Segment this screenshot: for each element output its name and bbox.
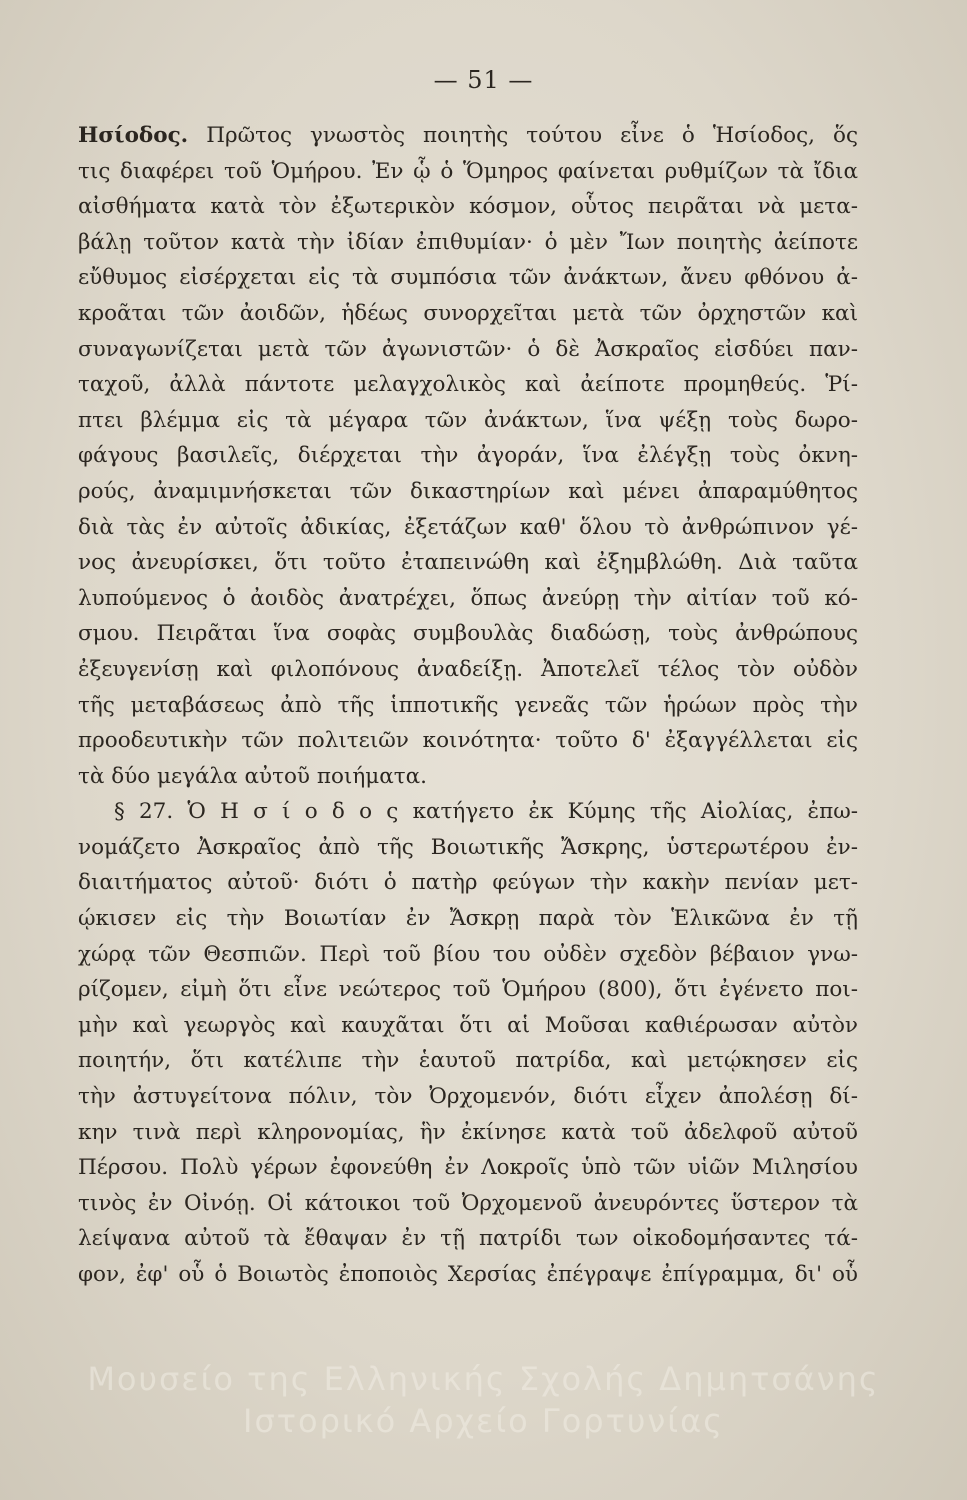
watermark-line-1: Μουσείο της Ελληνικής Σχολής Δημητσάνης xyxy=(87,1360,880,1398)
text-line xyxy=(78,1186,858,1222)
line-text: μὴν καὶ γεωργὸς καὶ καυχᾶται ὅτι αἱ Μοῦσαι καθιέρωσαν αὐτὸν xyxy=(78,1012,858,1038)
text-line xyxy=(78,545,858,581)
line-text: προοδευτικὴν τῶν πολιτειῶν κοινότητα· τοῦτο δ' ἐξαγγέλλεται εἰς xyxy=(78,728,858,754)
line-text: ταχοῦ, ἀλλὰ πάντοτε μελαγχολικὸς καὶ ἀείποτε προμηθεύς. Ῥί- xyxy=(78,372,858,398)
text-line xyxy=(78,937,858,973)
line-text: ποιητήν, ὅτι κατέλιπε τὴν ἑαυτοῦ πατρίδα, καὶ μετῴκησεν εἰς xyxy=(78,1048,858,1074)
line-text: διὰ τὰς ἐν αὐτοῖς ἀδικίας, ἐξετάζων καθ' ὅλου τὸ ἀνθρώπινον γέ- xyxy=(78,514,858,540)
text-line xyxy=(78,403,858,439)
line-text: § 27. Ὁ Η σ ί ο δ ο ς κατήγετο ἐκ Κύμης τῆς Αἰολίας, ἐπω- xyxy=(114,799,858,825)
text-line xyxy=(78,1008,858,1044)
line-text: αἰσθήματα κατὰ τὸν ἐξωτερικὸν κόσμον, οὗτος πειρᾶται νὰ μετα- xyxy=(78,194,858,220)
text-line xyxy=(78,616,858,652)
text-line xyxy=(78,652,858,688)
text-line xyxy=(78,581,858,617)
line-text: νομάζετο Ἀσκραῖος ἀπὸ τῆς Βοιωτικῆς Ἄσκρης, ὑστερωτέρου ἐν- xyxy=(78,834,858,860)
line-text: φον, ἐφ' οὗ ὁ Βοιωτὸς ἐποποιὸς Χερσίας ἐπέγραψε ἐπίγραμμα, δι' οὗ xyxy=(78,1262,858,1287)
line-text: ρούς, ἀναμιμνήσκεται τῶν δικαστηρίων καὶ μένει ἀπαραμύθητος xyxy=(78,478,858,504)
line-text: κην τινὰ περὶ κληρονομίας, ἣν ἐκίνησε κατὰ τοῦ ἀδελφοῦ αὐτοῦ xyxy=(78,1119,858,1145)
text-line xyxy=(78,688,858,724)
text-line xyxy=(78,901,858,937)
text-line xyxy=(78,260,858,296)
text-line xyxy=(78,794,858,830)
text-line xyxy=(78,723,858,759)
line-text: Πέρσου. Πολὺ γέρων ἐφονεύθη ἐν Λοκροῖς ὑπὸ τῶν υἱῶν Μιλησίου xyxy=(78,1155,858,1181)
text-line xyxy=(78,1221,858,1257)
line-text: ῴκισεν εἰς τὴν Βοιωτίαν ἐν Ἄσκρῃ παρὰ τὸν Ἑλικῶνα ἐν τῇ xyxy=(78,906,858,932)
watermark-line-2: Ιστορικό Αρχείο Γορτυνίας xyxy=(243,1402,724,1440)
text-line xyxy=(78,759,858,795)
text-line xyxy=(78,296,858,332)
line-text: βάλῃ τοῦτον κατὰ τὴν ἰδίαν ἐπιθυμίαν· ὁ μὲν Ἴων ποιητὴς ἀείποτε xyxy=(78,229,858,255)
line-text: νος ἀνευρίσκει, ὅτι τοῦτο ἐταπεινώθη καὶ ἐξημβλώθη. Διὰ ταῦτα xyxy=(78,550,858,576)
line-text: τῆς μεταβάσεως ἀπὸ τῆς ἱπποτικῆς γενεᾶς τῶν ἡρώων πρὸς τὴν xyxy=(78,692,858,718)
text-line xyxy=(78,1257,858,1293)
page-number: — 51 — xyxy=(433,66,534,94)
text-line xyxy=(78,1079,858,1115)
line-text: Πρῶτος γνωστὸς ποιητὴς τούτου εἶνε ὁ Ἡσίοδος, ὅς xyxy=(188,123,858,148)
line-text: χώρᾳ τῶν Θεσπιῶν. Περὶ τοῦ βίου του οὐδὲν σχεδὸν βέβαιον γνω- xyxy=(78,941,858,967)
line-text: τὴν ἀστυγείτονα πόλιν, τὸν Ὀρχομενόν, διότι εἶχεν ἀπολέσῃ δί- xyxy=(78,1084,858,1110)
line-text: λείψανα αὐτοῦ τὰ ἔθαψαν ἐν τῇ πατρίδι των οἰκοδομήσαντες τά- xyxy=(78,1226,858,1252)
text-line xyxy=(78,332,858,368)
line-text: κροᾶται τῶν ἀοιδῶν, ἡδέως συνορχεῖται μετὰ τῶν ὀρχηστῶν καὶ xyxy=(78,300,858,326)
text-line xyxy=(78,1043,858,1079)
text-line xyxy=(78,118,858,154)
text-line xyxy=(78,225,858,261)
text-line xyxy=(78,474,858,510)
line-text: ρίζομεν, εἰμὴ ὅτι εἶνε νεώτερος τοῦ Ὁμήρου (800), ὅτι ἐγένετο ποι- xyxy=(78,977,858,1003)
line-text: πτει βλέμμα εἰς τὰ μέγαρα τῶν ἀνάκτων, ἵνα ψέξῃ τοὺς δωρο- xyxy=(78,407,858,433)
line-text: εὔθυμος εἰσέρχεται εἰς τὰ συμπόσια τῶν ἀνάκτων, ἄνευ φθόνου ἀ- xyxy=(78,265,858,291)
text-line xyxy=(78,189,858,225)
text-line xyxy=(78,972,858,1008)
line-text: ἐξευγενίσῃ καὶ φιλοπόνους ἀναδείξῃ. Ἀποτελεῖ τέλος τὸν οὐδὸν xyxy=(78,656,858,682)
line-text: συναγωνίζεται μετὰ τῶν ἀγωνιστῶν· ὁ δὲ Ἀσκραῖος εἰσδύει παν- xyxy=(78,336,858,362)
line-text: σμου. Πειρᾶται ἵνα σοφὰς συμβουλὰς διαδώσῃ, τοὺς ἀνθρώπους xyxy=(78,621,858,647)
section-lead-word: Ησίοδος. xyxy=(78,123,189,148)
text-line xyxy=(78,830,858,866)
line-text: διαιτήματος αὐτοῦ· διότι ὁ πατὴρ φεύγων τὴν κακὴν πενίαν μετ- xyxy=(78,870,858,896)
line-text: τὰ δύο μεγάλα αὐτοῦ ποιήματα. xyxy=(78,763,427,789)
line-text: τινὸς ἐν Οἰνόῃ. Οἱ κάτοικοι τοῦ Ὀρχομενοῦ ἀνευρόντες ὕστερον τὰ xyxy=(78,1190,858,1216)
text-line xyxy=(78,438,858,474)
text-line xyxy=(78,367,858,403)
line-text: φάγους βασιλεῖς, διέρχεται τὴν ἀγοράν, ἵνα ἐλέγξῃ τοὺς ὀκνη- xyxy=(78,443,858,469)
line-text: τις διαφέρει τοῦ Ὁμήρου. Ἐν ᾧ ὁ Ὅμηρος φαίνεται ρυθμίζων τὰ ἴδια xyxy=(78,158,858,184)
text-line xyxy=(78,154,858,190)
text-line xyxy=(78,1150,858,1186)
text-line xyxy=(78,1115,858,1151)
text-line xyxy=(78,865,858,901)
text-line xyxy=(78,510,858,546)
line-text: λυπούμενος ὁ ἀοιδὸς ἀνατρέχει, ὅπως ἀνεύρῃ τὴν αἰτίαν τοῦ κό- xyxy=(78,585,858,611)
body-text xyxy=(78,118,858,1293)
